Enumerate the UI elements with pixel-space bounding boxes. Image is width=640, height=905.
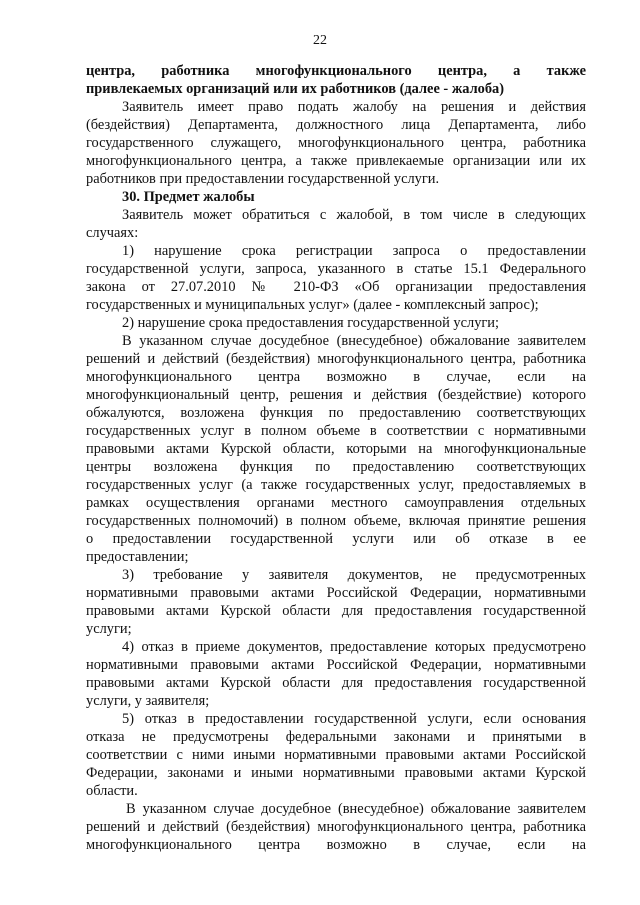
text-line: 5) отказ в предоставлении государственной услуги, если основания (122, 711, 586, 727)
text-line: услуги, у заявителя; (86, 693, 210, 709)
text-line: правовыми актами Курской области для предоставления государственной (86, 675, 586, 691)
text-line: правовыми актами Курской области для предоставления государственной (86, 603, 586, 619)
text-line: 30. Предмет жалобы (122, 189, 255, 205)
text-line: государственных и муниципальных услуг» (далее - комплексный запрос); (86, 297, 539, 313)
text-line: многофункциональный центр, решения и действия (бездействие) которого (86, 387, 586, 403)
text-line: многофункционального центра, а также привлекаемые организации или их (86, 153, 586, 169)
text-line: обжалуются, возложена функция по предоставлению соответствующих (86, 405, 586, 421)
text-line: 3) требование у заявителя документов, не предусмотренных (122, 567, 586, 583)
text-line: привлекаемых организаций или их работников (далее - жалоба) (86, 81, 505, 97)
text-line: области. (86, 783, 138, 799)
text-line: Федерации, законами и иными нормативными правовыми актами Курской (86, 765, 586, 781)
text-line: центра, работника многофункционального центра, а также (86, 63, 586, 79)
text-line: Заявитель имеет право подать жалобу на решения и действия (122, 99, 586, 115)
text-line: закона от 27.07.2010 № 210-ФЗ «Об организации предоставления (86, 279, 586, 295)
text-line: 1) нарушение срока регистрации запроса о предоставлении (122, 243, 586, 259)
text-line: отказа не предусмотрены федеральными законами и принятыми в (86, 729, 586, 745)
text-line: работников при предоставлении государственной услуги. (86, 171, 440, 187)
text-line: Заявитель может обратиться с жалобой, в том числе в следующих (122, 207, 586, 223)
text-line: о предоставлении государственной услуги или об отказе в ее (86, 531, 586, 547)
text-line: решений и действий (бездействия) многофункционального центра, работника (86, 819, 586, 835)
text-line: государственного служащего, многофункционального центра, работника (86, 135, 586, 151)
text-line: нормативными правовыми актами Российской Федерации, нормативными (86, 657, 586, 673)
text-line: В указанном случае досудебное (внесудебное) обжалование заявителем (126, 801, 586, 817)
text-line: правовыми актами Курской области, которыми на многофункциональные (86, 441, 586, 457)
page-number: 22 (313, 33, 327, 48)
text-line: государственных услуг (а также государственных услуг, предоставляемых в (86, 477, 586, 493)
text-line: (бездействия) Департамента, должностного лица Департамента, либо (86, 117, 586, 133)
text-line: государственной услуги, запроса, указанного в статье 15.1 Федерального (86, 261, 586, 277)
text-line: услуги; (86, 621, 132, 637)
text-line: случаях: (86, 225, 139, 241)
text-line: В указанном случае досудебное (внесудебное) обжалование заявителем (122, 333, 586, 349)
text-line: государственных услуг в полном объеме в соответствии с нормативными (86, 423, 586, 439)
text-line: многофункционального центра возможно в случае, если на (86, 369, 586, 385)
text-line: государственных полномочий) в полном объеме, включая принятие решения (86, 513, 586, 529)
text-line: нормативными правовыми актами Российской Федерации, нормативными (86, 585, 586, 601)
text-line: рамках осуществления органами местного самоуправления отдельных (86, 495, 586, 511)
text-line: 4) отказ в приеме документов, предоставление которых предусмотрено (122, 639, 586, 655)
text-line: 2) нарушение срока предоставления государственной услуги; (122, 315, 499, 331)
text-line: предоставлении; (86, 549, 189, 565)
text-line: соответствии с ними иными нормативными правовыми актами Российской (86, 747, 586, 763)
text-line: центры возложена функция по предоставлению соответствующих (86, 459, 586, 475)
text-line: многофункционального центра возможно в случае, если на (86, 837, 586, 853)
document-body (86, 62, 586, 854)
text-line: решений и действий (бездействия) многофункционального центра, работника (86, 351, 586, 367)
